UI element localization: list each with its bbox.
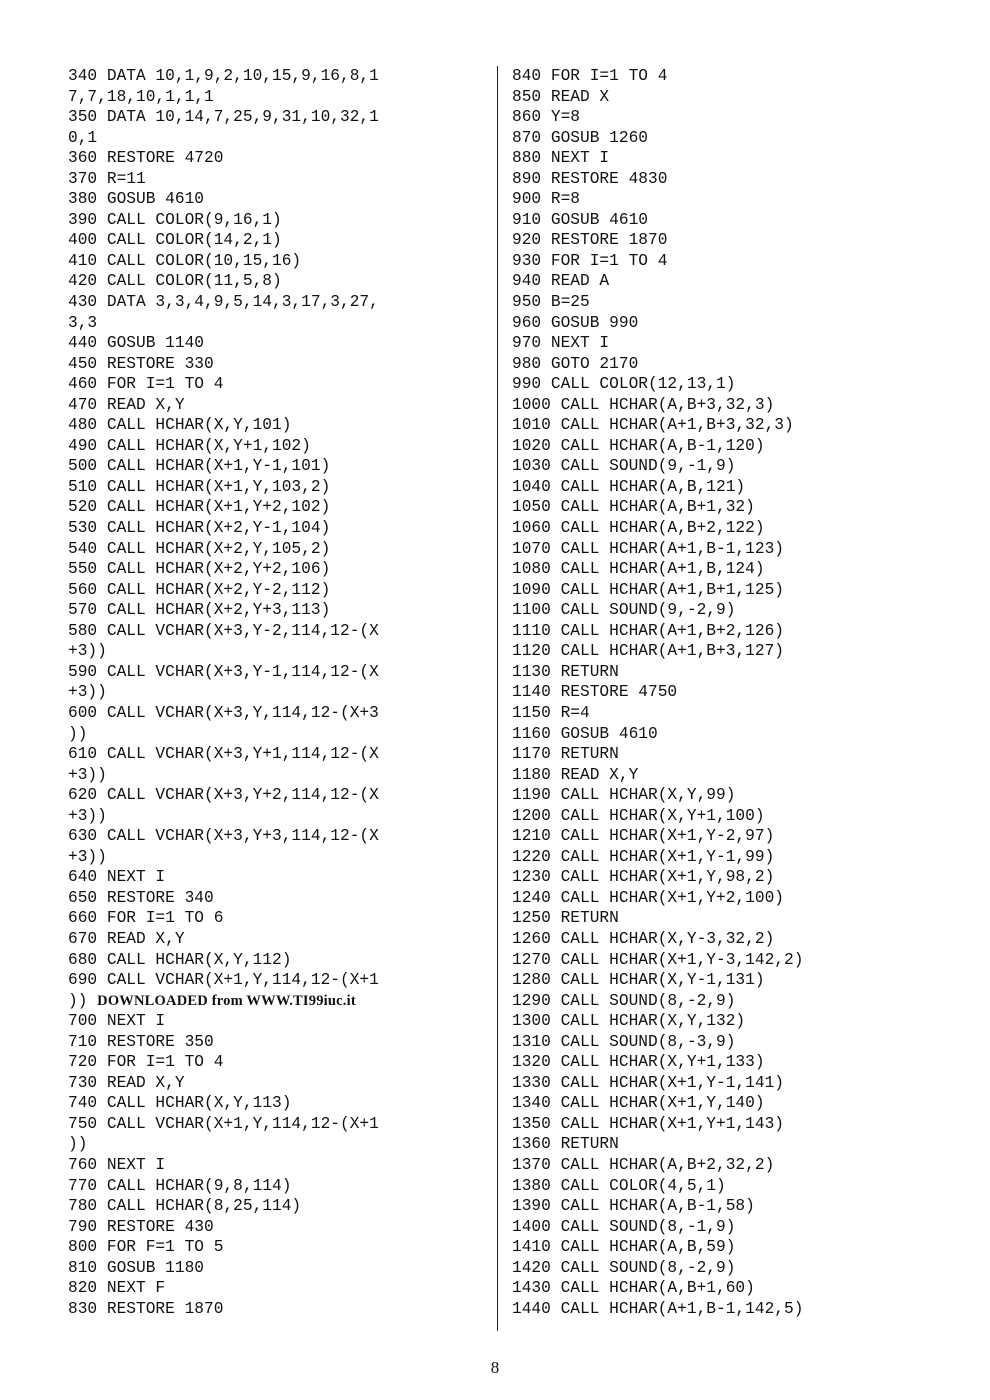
code-line: [512, 991, 932, 1012]
code-line-text: 1400 CALL SOUND(8,-1,9): [512, 1217, 736, 1236]
code-line-text: 450 RESTORE 330: [68, 354, 214, 373]
code-line: [512, 230, 932, 251]
code-line: [68, 87, 480, 108]
code-line-text: +3)): [68, 847, 107, 866]
code-line-text: 0,1: [68, 128, 98, 147]
code-line-text: 420 CALL COLOR(11,5,8): [68, 272, 282, 291]
code-line: [68, 395, 480, 416]
code-line-text: 1290 CALL SOUND(8,-2,9): [512, 991, 736, 1010]
code-line-text: 3,3: [68, 313, 98, 332]
code-line-text: 1390 CALL HCHAR(A,B-1,58): [512, 1197, 755, 1216]
code-line: [512, 292, 932, 313]
code-line: [68, 744, 480, 765]
code-line-text: 1040 CALL HCHAR(A,B,121): [512, 477, 746, 496]
code-line: [512, 1032, 932, 1053]
code-line-text: 810 GOSUB 1180: [68, 1258, 204, 1277]
code-line-text: 1190 CALL HCHAR(X,Y,99): [512, 786, 736, 805]
code-line: [512, 354, 932, 375]
code-line: [512, 1011, 932, 1032]
code-line-text: 680 CALL HCHAR(X,Y,112): [68, 950, 292, 969]
code-line-text: +3)): [68, 765, 107, 784]
code-line: [512, 333, 932, 354]
code-line-text: 720 FOR I=1 TO 4: [68, 1053, 224, 1072]
code-line-text: 600 CALL VCHAR(X+3,Y,114,12-(X+3: [68, 703, 379, 722]
code-line: [512, 600, 932, 621]
code-line-text: 690 CALL VCHAR(X+1,Y,114,12-(X+1: [68, 971, 379, 990]
code-line: [512, 682, 932, 703]
code-line-text: 730 READ X,Y: [68, 1073, 185, 1092]
code-line: [68, 1217, 480, 1238]
code-line-text: 1410 CALL HCHAR(A,B,59): [512, 1238, 736, 1257]
code-line-text: 650 RESTORE 340: [68, 888, 214, 907]
code-line: [68, 497, 480, 518]
code-line-text: 1140 RESTORE 4750: [512, 683, 678, 702]
code-line: [512, 189, 932, 210]
code-line: [512, 1052, 932, 1073]
code-line-text: 1090 CALL HCHAR(A+1,B+1,125): [512, 580, 784, 599]
code-line: [68, 621, 480, 642]
code-line: [512, 580, 932, 601]
column-divider: [497, 66, 498, 1331]
code-line: [68, 703, 480, 724]
code-line: [68, 210, 480, 231]
code-line-text: 620 CALL VCHAR(X+3,Y+2,114,12-(X: [68, 786, 379, 805]
code-line: [68, 1258, 480, 1279]
code-line-text: 1050 CALL HCHAR(A,B+1,32): [512, 498, 755, 517]
code-line-text: 790 RESTORE 430: [68, 1217, 214, 1236]
page-number: 8: [490, 1358, 500, 1377]
code-line: [512, 724, 932, 745]
code-line: [512, 970, 932, 991]
code-line: [512, 847, 932, 868]
code-line: [512, 559, 932, 580]
code-line-text: 1150 R=4: [512, 703, 590, 722]
code-line-text: 1070 CALL HCHAR(A+1,B-1,123): [512, 539, 784, 558]
code-line: [512, 1217, 932, 1238]
code-line: [512, 1093, 932, 1114]
code-line-text: 1360 RETURN: [512, 1135, 619, 1154]
code-line-text: 740 CALL HCHAR(X,Y,113): [68, 1094, 292, 1113]
code-line: [68, 1196, 480, 1217]
code-line-text: +3)): [68, 806, 107, 825]
code-line: [68, 908, 480, 929]
code-line: [512, 908, 932, 929]
code-line-text: 470 READ X,Y: [68, 395, 185, 414]
code-line-text: 590 CALL VCHAR(X+3,Y-1,114,12-(X: [68, 662, 379, 681]
code-line-text: 1180 READ X,Y: [512, 765, 639, 784]
code-line-text: 610 CALL VCHAR(X+3,Y+1,114,12-(X: [68, 745, 379, 764]
code-line-text: 440 GOSUB 1140: [68, 334, 204, 353]
code-line-text: 800 FOR F=1 TO 5: [68, 1238, 224, 1257]
code-line-text: 1270 CALL HCHAR(X+1,Y-3,142,2): [512, 950, 804, 969]
code-line: [68, 765, 480, 786]
code-line-text: )): [68, 991, 88, 1010]
code-line-text: 580 CALL VCHAR(X+3,Y-2,114,12-(X: [68, 621, 379, 640]
code-line-text: )): [68, 1135, 88, 1154]
code-line-text: 900 R=8: [512, 190, 580, 209]
code-line-text: 1000 CALL HCHAR(A,B+3,32,3): [512, 395, 775, 414]
code-line: [68, 559, 480, 580]
code-line-text: 670 READ X,Y: [68, 929, 185, 948]
code-line-text: 550 CALL HCHAR(X+2,Y+2,106): [68, 560, 331, 579]
code-line: [68, 1176, 480, 1197]
code-line: [512, 1134, 932, 1155]
code-line-text: 820 NEXT F: [68, 1279, 166, 1298]
code-line: [68, 271, 480, 292]
code-line-text: 410 CALL COLOR(10,15,16): [68, 251, 302, 270]
code-line: [512, 1237, 932, 1258]
code-line-text: 960 GOSUB 990: [512, 313, 639, 332]
code-line: [512, 929, 932, 950]
code-line: [68, 867, 480, 888]
code-line-text: 1060 CALL HCHAR(A,B+2,122): [512, 519, 765, 538]
code-line: [68, 888, 480, 909]
code-line: [512, 128, 932, 149]
code-line-text: 1080 CALL HCHAR(A+1,B,124): [512, 560, 765, 579]
code-line: [68, 929, 480, 950]
code-line-text: 970 NEXT I: [512, 334, 610, 353]
code-line-text: 1260 CALL HCHAR(X,Y-3,32,2): [512, 929, 775, 948]
code-line: [512, 497, 932, 518]
code-line-text: 770 CALL HCHAR(9,8,114): [68, 1176, 292, 1195]
code-line: [68, 641, 480, 662]
code-line: [68, 1237, 480, 1258]
code-line-text: 540 CALL HCHAR(X+2,Y,105,2): [68, 539, 331, 558]
code-line-text: 920 RESTORE 1870: [512, 231, 668, 250]
code-line-text: +3)): [68, 683, 107, 702]
left-code-column: [68, 66, 480, 1319]
code-line: [512, 87, 932, 108]
code-line: [68, 436, 480, 457]
code-line-text: 1420 CALL SOUND(8,-2,9): [512, 1258, 736, 1277]
code-line: [512, 169, 932, 190]
code-line: [512, 950, 932, 971]
code-line-text: 530 CALL HCHAR(X+2,Y-1,104): [68, 519, 331, 538]
code-line: [512, 1196, 932, 1217]
code-line: [68, 1114, 480, 1135]
code-line-text: 760 NEXT I: [68, 1155, 166, 1174]
code-line: [512, 415, 932, 436]
code-line-text: 1170 RETURN: [512, 745, 619, 764]
code-line-text: 750 CALL VCHAR(X+1,Y,114,12-(X+1: [68, 1114, 379, 1133]
code-line-text: 560 CALL HCHAR(X+2,Y-2,112): [68, 580, 331, 599]
code-line-text: 520 CALL HCHAR(X+1,Y+2,102): [68, 498, 331, 517]
code-line-text: 1280 CALL HCHAR(X,Y-1,131): [512, 971, 765, 990]
code-line-text: 660 FOR I=1 TO 6: [68, 909, 224, 928]
code-line: [512, 313, 932, 334]
code-line-text: 880 NEXT I: [512, 149, 610, 168]
code-line-text: 1220 CALL HCHAR(X+1,Y-1,99): [512, 847, 775, 866]
code-line-text: 1310 CALL SOUND(8,-3,9): [512, 1032, 736, 1051]
code-line-text: 490 CALL HCHAR(X,Y+1,102): [68, 436, 311, 455]
code-line-text: 1130 RETURN: [512, 662, 619, 681]
code-line: [68, 1073, 480, 1094]
code-line-text: 7,7,18,10,1,1,1: [68, 87, 214, 106]
code-line: [512, 785, 932, 806]
code-line: [512, 477, 932, 498]
code-line-text: 640 NEXT I: [68, 868, 166, 887]
code-line: [68, 128, 480, 149]
code-line: [512, 518, 932, 539]
code-line: [68, 539, 480, 560]
code-line: [68, 1155, 480, 1176]
code-line-text: 1100 CALL SOUND(9,-2,9): [512, 601, 736, 620]
code-line-text: 460 FOR I=1 TO 4: [68, 375, 224, 394]
code-line: [512, 1299, 932, 1320]
code-line-text: 630 CALL VCHAR(X+3,Y+3,114,12-(X: [68, 827, 379, 846]
code-line: [512, 641, 932, 662]
code-line: [68, 600, 480, 621]
code-line-text: 710 RESTORE 350: [68, 1032, 214, 1051]
code-line: [512, 1155, 932, 1176]
code-line: [512, 1258, 932, 1279]
code-line-text: 850 READ X: [512, 87, 610, 106]
code-line-text: 370 R=11: [68, 169, 146, 188]
code-line-text: 870 GOSUB 1260: [512, 128, 648, 147]
code-line: [512, 539, 932, 560]
code-line: [68, 313, 480, 334]
code-line: [68, 662, 480, 683]
code-line-text: 510 CALL HCHAR(X+1,Y,103,2): [68, 477, 331, 496]
code-line: [512, 251, 932, 272]
code-line: [68, 724, 480, 745]
code-line-text: 890 RESTORE 4830: [512, 169, 668, 188]
code-line: [512, 456, 932, 477]
code-line: [512, 271, 932, 292]
code-line-text: 1210 CALL HCHAR(X+1,Y-2,97): [512, 827, 775, 846]
code-line: [512, 436, 932, 457]
code-line: [512, 765, 932, 786]
code-line-text: 990 CALL COLOR(12,13,1): [512, 375, 736, 394]
code-line: [68, 950, 480, 971]
code-line-text: 340 DATA 10,1,9,2,10,15,9,16,8,1: [68, 67, 379, 85]
code-line: [68, 456, 480, 477]
code-line-text: 1020 CALL HCHAR(A,B-1,120): [512, 436, 765, 455]
code-line-text: 780 CALL HCHAR(8,25,114): [68, 1197, 302, 1216]
code-line: [68, 1011, 480, 1032]
code-line: [68, 148, 480, 169]
code-line: [512, 107, 932, 128]
code-line: [68, 189, 480, 210]
code-line: [68, 66, 480, 87]
code-line: [512, 744, 932, 765]
code-line: [512, 1073, 932, 1094]
code-line: [68, 354, 480, 375]
code-line-text: 1330 CALL HCHAR(X+1,Y-1,141): [512, 1073, 784, 1092]
code-line: [68, 847, 480, 868]
code-line-text: 430 DATA 3,3,4,9,5,14,3,17,3,27,: [68, 293, 379, 312]
code-line: [68, 991, 480, 1012]
code-line-text: 360 RESTORE 4720: [68, 149, 224, 168]
code-line-text: 1350 CALL HCHAR(X+1,Y+1,143): [512, 1114, 784, 1133]
code-line: [68, 107, 480, 128]
code-line-text: 1440 CALL HCHAR(A+1,B-1,142,5): [512, 1299, 804, 1318]
code-line: [68, 169, 480, 190]
code-line-text: +3)): [68, 642, 107, 661]
code-line: [68, 1278, 480, 1299]
code-line-text: 1240 CALL HCHAR(X+1,Y+2,100): [512, 888, 784, 907]
code-line: [512, 1278, 932, 1299]
code-line: [68, 1299, 480, 1320]
code-line: [68, 1052, 480, 1073]
code-line-text: 350 DATA 10,14,7,25,9,31,10,32,1: [68, 108, 379, 127]
code-line: [68, 806, 480, 827]
code-line-text: 950 B=25: [512, 293, 590, 312]
code-line-text: 1010 CALL HCHAR(A+1,B+3,32,3): [512, 416, 794, 435]
code-line-text: 700 NEXT I: [68, 1012, 166, 1031]
code-line-text: 930 FOR I=1 TO 4: [512, 251, 668, 270]
code-line: [68, 580, 480, 601]
code-line-text: 380 GOSUB 4610: [68, 190, 204, 209]
code-line: [512, 374, 932, 395]
code-line: [68, 230, 480, 251]
code-line-text: 1230 CALL HCHAR(X+1,Y,98,2): [512, 868, 775, 887]
code-line-text: 1250 RETURN: [512, 909, 619, 928]
code-line: [68, 1093, 480, 1114]
code-line: [68, 292, 480, 313]
code-line-text: 860 Y=8: [512, 108, 580, 127]
code-line-text: 910 GOSUB 4610: [512, 210, 648, 229]
code-line-text: 1160 GOSUB 4610: [512, 724, 658, 743]
code-line: [68, 682, 480, 703]
code-line: [512, 888, 932, 909]
code-line-text: 390 CALL COLOR(9,16,1): [68, 210, 282, 229]
code-line-text: 1300 CALL HCHAR(X,Y,132): [512, 1012, 746, 1031]
code-line-text: 570 CALL HCHAR(X+2,Y+3,113): [68, 601, 331, 620]
code-line: [512, 621, 932, 642]
right-code-column: [512, 66, 932, 1319]
code-line-text: 1380 CALL COLOR(4,5,1): [512, 1176, 726, 1195]
code-line: [512, 662, 932, 683]
code-line: [512, 148, 932, 169]
code-line: [512, 1114, 932, 1135]
code-line: [68, 415, 480, 436]
code-line-text: 840 FOR I=1 TO 4: [512, 67, 668, 85]
code-line-text: 940 READ A: [512, 272, 610, 291]
code-line-text: 1200 CALL HCHAR(X,Y+1,100): [512, 806, 765, 825]
code-line-text: 1320 CALL HCHAR(X,Y+1,133): [512, 1053, 765, 1072]
code-line-text: 1370 CALL HCHAR(A,B+2,32,2): [512, 1155, 775, 1174]
code-line: [68, 1032, 480, 1053]
code-line-text: 1340 CALL HCHAR(X+1,Y,140): [512, 1094, 765, 1113]
code-line: [68, 333, 480, 354]
code-line-text: 1430 CALL HCHAR(A,B+1,60): [512, 1279, 755, 1298]
code-line-text: 480 CALL HCHAR(X,Y,101): [68, 416, 292, 435]
code-line-text: 1110 CALL HCHAR(A+1,B+2,126): [512, 621, 784, 640]
code-line: [512, 210, 932, 231]
code-line: [68, 970, 480, 991]
code-line: [512, 1176, 932, 1197]
code-line-text: 980 GOTO 2170: [512, 354, 639, 373]
code-line: [68, 518, 480, 539]
code-line: [512, 395, 932, 416]
code-line: [512, 826, 932, 847]
code-line: [512, 867, 932, 888]
code-line-text: )): [68, 724, 88, 743]
code-line-text: 1030 CALL SOUND(9,-1,9): [512, 457, 736, 476]
code-line-text: 830 RESTORE 1870: [68, 1299, 224, 1318]
code-line: [68, 826, 480, 847]
code-line-text: 500 CALL HCHAR(X+1,Y-1,101): [68, 457, 331, 476]
code-line: [512, 703, 932, 724]
code-line: [68, 251, 480, 272]
code-line: [68, 1134, 480, 1155]
download-watermark-note: DOWNLOADED from WWW.TI99iuc.it: [97, 992, 356, 1009]
code-line: [68, 477, 480, 498]
code-line: [68, 785, 480, 806]
code-line-text: 400 CALL COLOR(14,2,1): [68, 231, 282, 250]
code-line: [512, 806, 932, 827]
code-line: [512, 66, 932, 87]
code-line-text: 1120 CALL HCHAR(A+1,B+3,127): [512, 642, 784, 661]
code-line: [68, 374, 480, 395]
